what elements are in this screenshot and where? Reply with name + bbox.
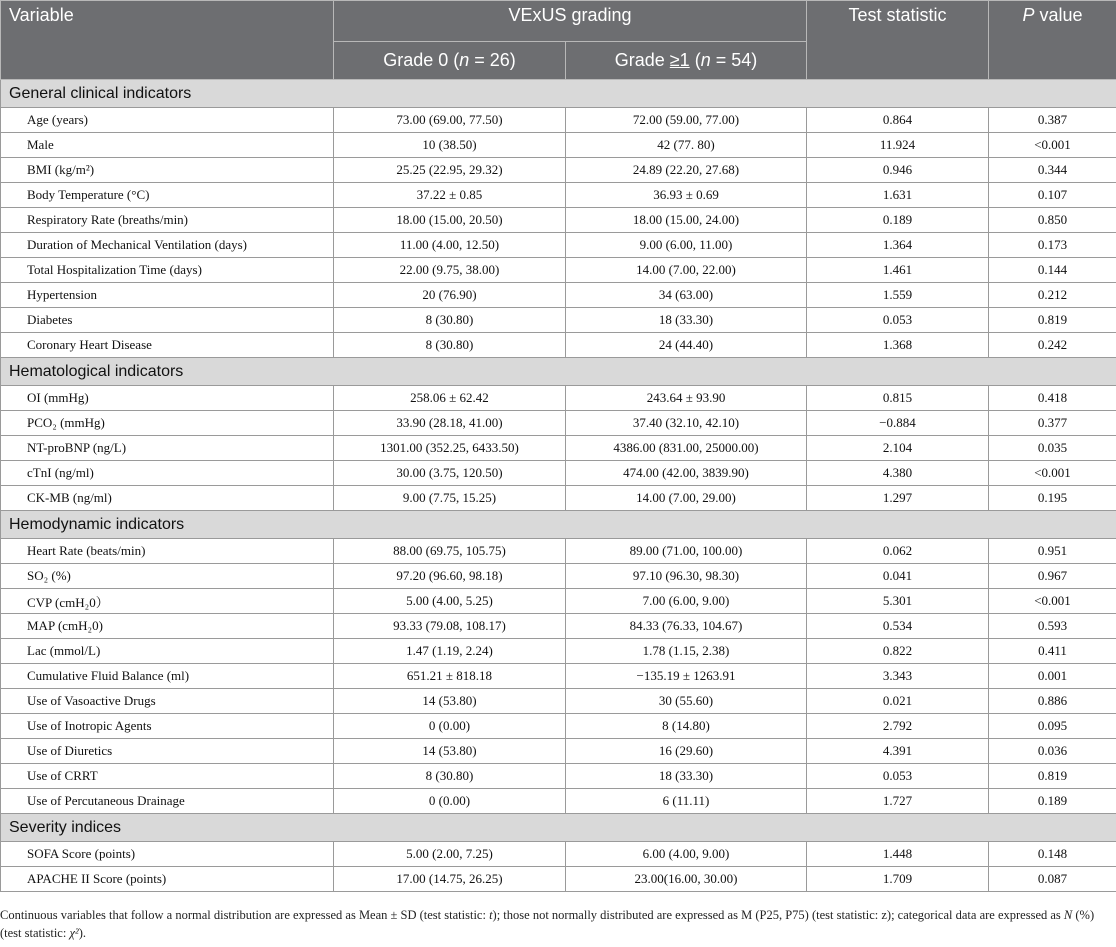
- table-row: [1, 308, 1116, 333]
- cell-grade-1: 34 (63.00): [566, 283, 807, 308]
- table-row: [1, 664, 1116, 689]
- table-row: [1, 258, 1116, 283]
- cell-test-statistic: −0.884: [807, 411, 989, 436]
- cell-variable: Male: [1, 133, 334, 158]
- cell-test-statistic: 0.053: [807, 308, 989, 333]
- cell-grade-0: 73.00 (69.00, 77.50): [334, 108, 566, 133]
- table-row: [1, 739, 1116, 764]
- cell-test-statistic: 0.822: [807, 639, 989, 664]
- table-row: [1, 714, 1116, 739]
- cell-variable: SO₂ (%): [1, 564, 334, 589]
- cell-variable: Hypertension: [1, 283, 334, 308]
- cell-p-value: <0.001: [989, 133, 1116, 158]
- cell-p-value: 0.819: [989, 764, 1116, 789]
- cell-p-value: <0.001: [989, 589, 1116, 614]
- table-row: [1, 539, 1116, 564]
- cell-grade-0: 14 (53.80): [334, 739, 566, 764]
- cell-variable: Body Temperature (°C): [1, 183, 334, 208]
- cell-variable: CK-MB (ng/ml): [1, 486, 334, 511]
- cell-test-statistic: 3.343: [807, 664, 989, 689]
- cell-grade-0: 88.00 (69.75, 105.75): [334, 539, 566, 564]
- cell-p-value: 0.189: [989, 789, 1116, 814]
- section-title: Severity indices: [1, 814, 1116, 842]
- cell-grade-1: 16 (29.60): [566, 739, 807, 764]
- cell-variable: Cumulative Fluid Balance (ml): [1, 664, 334, 689]
- cell-p-value: 0.036: [989, 739, 1116, 764]
- cell-p-value: 0.967: [989, 564, 1116, 589]
- cell-grade-0: 14 (53.80): [334, 689, 566, 714]
- cell-variable: CVP (cmH₂0）: [1, 589, 334, 614]
- cell-grade-1: 24 (44.40): [566, 333, 807, 358]
- cell-variable: SOFA Score (points): [1, 842, 334, 867]
- cell-test-statistic: 0.041: [807, 564, 989, 589]
- cell-p-value: 0.418: [989, 386, 1116, 411]
- cell-p-value: <0.001: [989, 461, 1116, 486]
- cell-grade-0: 33.90 (28.18, 41.00): [334, 411, 566, 436]
- cell-p-value: 0.148: [989, 842, 1116, 867]
- header-row-1: [1, 1, 1116, 42]
- cell-variable: cTnI (ng/ml): [1, 461, 334, 486]
- table-row: [1, 208, 1116, 233]
- cell-grade-0: 8 (30.80): [334, 308, 566, 333]
- table-row: [1, 842, 1116, 867]
- cell-grade-1: 1.78 (1.15, 2.38): [566, 639, 807, 664]
- cell-test-statistic: 1.448: [807, 842, 989, 867]
- cell-grade-1: 42 (77. 80): [566, 133, 807, 158]
- cell-grade-1: 4386.00 (831.00, 25000.00): [566, 436, 807, 461]
- cell-test-statistic: 4.380: [807, 461, 989, 486]
- section-row: [1, 511, 1116, 539]
- cell-grade-1: 18.00 (15.00, 24.00): [566, 208, 807, 233]
- cell-grade-0: 8 (30.80): [334, 333, 566, 358]
- cell-grade-0: 5.00 (4.00, 5.25): [334, 589, 566, 614]
- section-row: [1, 814, 1116, 842]
- cell-variable: NT-proBNP (ng/L): [1, 436, 334, 461]
- cell-grade-1: 30 (55.60): [566, 689, 807, 714]
- header-variable: Variable: [1, 1, 334, 80]
- cell-test-statistic: 2.792: [807, 714, 989, 739]
- table-row: [1, 333, 1116, 358]
- table-row: [1, 589, 1116, 614]
- cell-grade-0: 5.00 (2.00, 7.25): [334, 842, 566, 867]
- cell-variable: Total Hospitalization Time (days): [1, 258, 334, 283]
- cell-variable: BMI (kg/m²): [1, 158, 334, 183]
- table-row: [1, 233, 1116, 258]
- cell-p-value: 0.242: [989, 333, 1116, 358]
- cell-grade-0: 11.00 (4.00, 12.50): [334, 233, 566, 258]
- table-row: [1, 436, 1116, 461]
- table-row: [1, 183, 1116, 208]
- cell-test-statistic: 1.709: [807, 867, 989, 892]
- section-title: Hematological indicators: [1, 358, 1116, 386]
- cell-grade-1: 7.00 (6.00, 9.00): [566, 589, 807, 614]
- cell-variable: Use of Percutaneous Drainage: [1, 789, 334, 814]
- cell-variable: Coronary Heart Disease: [1, 333, 334, 358]
- cell-test-statistic: 0.864: [807, 108, 989, 133]
- table-row: [1, 283, 1116, 308]
- table-row: [1, 764, 1116, 789]
- cell-grade-0: 37.22 ± 0.85: [334, 183, 566, 208]
- header-grade-1: Grade ≥1 (n = 54): [566, 42, 807, 80]
- cell-grade-0: 0 (0.00): [334, 789, 566, 814]
- table-row: [1, 386, 1116, 411]
- cell-test-statistic: 1.297: [807, 486, 989, 511]
- cell-grade-1: 18 (33.30): [566, 764, 807, 789]
- cell-grade-1: 14.00 (7.00, 22.00): [566, 258, 807, 283]
- cell-grade-0: 97.20 (96.60, 98.18): [334, 564, 566, 589]
- cell-test-statistic: 0.534: [807, 614, 989, 639]
- cell-test-statistic: 0.946: [807, 158, 989, 183]
- cell-test-statistic: 0.053: [807, 764, 989, 789]
- cell-variable: Respiratory Rate (breaths/min): [1, 208, 334, 233]
- cell-variable: Use of CRRT: [1, 764, 334, 789]
- table-row: [1, 789, 1116, 814]
- cell-test-statistic: 1.559: [807, 283, 989, 308]
- cell-p-value: 0.173: [989, 233, 1116, 258]
- cell-p-value: 0.886: [989, 689, 1116, 714]
- cell-grade-1: 14.00 (7.00, 29.00): [566, 486, 807, 511]
- cell-test-statistic: 0.062: [807, 539, 989, 564]
- cell-grade-1: 6.00 (4.00, 9.00): [566, 842, 807, 867]
- cell-grade-0: 17.00 (14.75, 26.25): [334, 867, 566, 892]
- cell-variable: MAP (cmH₂0): [1, 614, 334, 639]
- section-row: [1, 358, 1116, 386]
- table-row: [1, 158, 1116, 183]
- cell-p-value: 0.819: [989, 308, 1116, 333]
- cell-p-value: 0.035: [989, 436, 1116, 461]
- section-title: Hemodynamic indicators: [1, 511, 1116, 539]
- section-row: [1, 80, 1116, 108]
- cell-grade-0: 22.00 (9.75, 38.00): [334, 258, 566, 283]
- cell-grade-1: 6 (11.11): [566, 789, 807, 814]
- header-p-value: P value: [989, 1, 1116, 80]
- cell-p-value: 0.195: [989, 486, 1116, 511]
- cell-variable: Duration of Mechanical Ventilation (days): [1, 233, 334, 258]
- cell-test-statistic: 0.021: [807, 689, 989, 714]
- table-row: [1, 867, 1116, 892]
- cell-grade-0: 18.00 (15.00, 20.50): [334, 208, 566, 233]
- cell-p-value: 0.387: [989, 108, 1116, 133]
- cell-grade-0: 93.33 (79.08, 108.17): [334, 614, 566, 639]
- cell-p-value: 0.951: [989, 539, 1116, 564]
- cell-variable: Heart Rate (beats/min): [1, 539, 334, 564]
- cell-grade-0: 9.00 (7.75, 15.25): [334, 486, 566, 511]
- cell-p-value: 0.344: [989, 158, 1116, 183]
- cell-grade-0: 0 (0.00): [334, 714, 566, 739]
- cell-variable: OI (mmHg): [1, 386, 334, 411]
- cell-grade-1: 18 (33.30): [566, 308, 807, 333]
- cell-p-value: 0.411: [989, 639, 1116, 664]
- cell-test-statistic: 0.189: [807, 208, 989, 233]
- cell-grade-1: 72.00 (59.00, 77.00): [566, 108, 807, 133]
- cell-test-statistic: 0.815: [807, 386, 989, 411]
- header-test-statistic: Test statistic: [807, 1, 989, 80]
- cell-grade-1: 89.00 (71.00, 100.00): [566, 539, 807, 564]
- cell-p-value: 0.593: [989, 614, 1116, 639]
- cell-grade-0: 651.21 ± 818.18: [334, 664, 566, 689]
- table-footnote: Continuous variables that follow a normal distribution are expressed as Mean ± SD (test statistic: t); those not normally distributed are expressed as M (P25, P75) (test statistic: z); categorical data are expressed as N (%) (test statistic: χ²).: [0, 908, 1095, 940]
- cell-p-value: 0.850: [989, 208, 1116, 233]
- cell-grade-1: 8 (14.80): [566, 714, 807, 739]
- cell-grade-1: 9.00 (6.00, 11.00): [566, 233, 807, 258]
- header-grade-0: Grade 0 (n = 26): [334, 42, 566, 80]
- cell-grade-0: 20 (76.90): [334, 283, 566, 308]
- cell-p-value: 0.095: [989, 714, 1116, 739]
- cell-p-value: 0.212: [989, 283, 1116, 308]
- cell-variable: APACHE II Score (points): [1, 867, 334, 892]
- table-row: [1, 411, 1116, 436]
- section-title: General clinical indicators: [1, 80, 1116, 108]
- cell-grade-1: 36.93 ± 0.69: [566, 183, 807, 208]
- cell-variable: Use of Vasoactive Drugs: [1, 689, 334, 714]
- cell-p-value: 0.144: [989, 258, 1116, 283]
- cell-test-statistic: 1.727: [807, 789, 989, 814]
- cell-grade-0: 258.06 ± 62.42: [334, 386, 566, 411]
- cell-variable: Diabetes: [1, 308, 334, 333]
- cell-grade-0: 1.47 (1.19, 2.24): [334, 639, 566, 664]
- cell-variable: Age (years): [1, 108, 334, 133]
- cell-grade-1: −135.19 ± 1263.91: [566, 664, 807, 689]
- table-row: [1, 486, 1116, 511]
- cell-p-value: 0.377: [989, 411, 1116, 436]
- cell-test-statistic: 11.924: [807, 133, 989, 158]
- header-vexus-grading: VExUS grading: [334, 1, 807, 42]
- table-row: [1, 108, 1116, 133]
- cell-grade-1: 37.40 (32.10, 42.10): [566, 411, 807, 436]
- cell-test-statistic: 1.368: [807, 333, 989, 358]
- table-row: [1, 564, 1116, 589]
- table-row: [1, 639, 1116, 664]
- cell-test-statistic: 1.631: [807, 183, 989, 208]
- cell-test-statistic: 1.364: [807, 233, 989, 258]
- cell-grade-1: 24.89 (22.20, 27.68): [566, 158, 807, 183]
- cell-test-statistic: 1.461: [807, 258, 989, 283]
- cell-test-statistic: 5.301: [807, 589, 989, 614]
- table-row: [1, 461, 1116, 486]
- cell-grade-0: 10 (38.50): [334, 133, 566, 158]
- cell-grade-1: 97.10 (96.30, 98.30): [566, 564, 807, 589]
- table-body: [1, 80, 1116, 892]
- table-row: [1, 133, 1116, 158]
- table-row: [1, 614, 1116, 639]
- cell-test-statistic: 2.104: [807, 436, 989, 461]
- cell-variable: Lac (mmol/L): [1, 639, 334, 664]
- table-row: [1, 689, 1116, 714]
- cell-grade-0: 8 (30.80): [334, 764, 566, 789]
- cell-grade-1: 474.00 (42.00, 3839.90): [566, 461, 807, 486]
- cell-grade-1: 243.64 ± 93.90: [566, 386, 807, 411]
- cell-grade-0: 30.00 (3.75, 120.50): [334, 461, 566, 486]
- cell-variable: PCO₂ (mmHg): [1, 411, 334, 436]
- cell-p-value: 0.001: [989, 664, 1116, 689]
- cell-grade-0: 1301.00 (352.25, 6433.50): [334, 436, 566, 461]
- cell-test-statistic: 4.391: [807, 739, 989, 764]
- cell-variable: Use of Diuretics: [1, 739, 334, 764]
- cell-p-value: 0.107: [989, 183, 1116, 208]
- cell-grade-0: 25.25 (22.95, 29.32): [334, 158, 566, 183]
- cell-grade-1: 84.33 (76.33, 104.67): [566, 614, 807, 639]
- cell-p-value: 0.087: [989, 867, 1116, 892]
- cell-grade-1: 23.00(16.00, 30.00): [566, 867, 807, 892]
- cell-variable: Use of Inotropic Agents: [1, 714, 334, 739]
